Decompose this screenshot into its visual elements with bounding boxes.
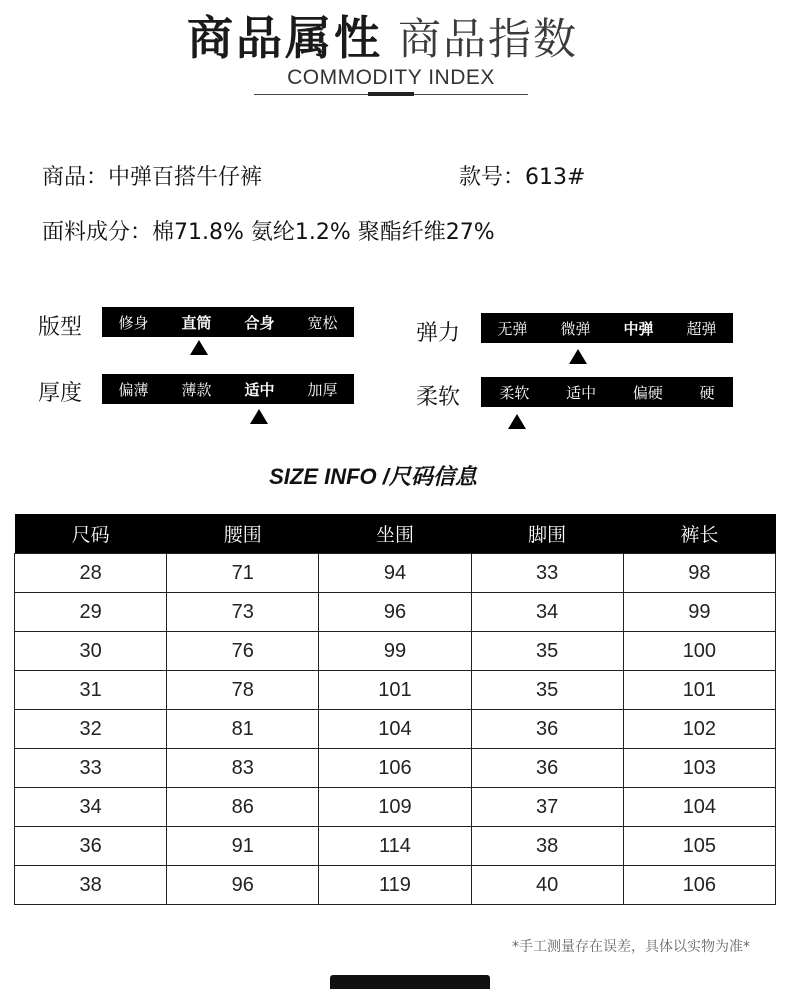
attr-stretch-scale [481, 313, 733, 343]
table-cell: 38 [15, 866, 167, 905]
table-cell: 33 [15, 749, 167, 788]
table-row [15, 710, 776, 749]
measurement-note: *手工测量存在误差，具体以实物为准* [512, 939, 750, 955]
table-cell: 71 [167, 554, 319, 593]
table-row [15, 866, 776, 905]
table-row [15, 593, 776, 632]
table-row [15, 749, 776, 788]
table-cell: 28 [15, 554, 167, 593]
column-header: 尺码 [15, 514, 167, 554]
table-cell: 114 [319, 827, 471, 866]
table-cell: 102 [623, 710, 775, 749]
product-name: 商品：中弹百搭牛仔裤 [42, 165, 263, 190]
attr-softness-indicator-icon [508, 414, 526, 429]
column-header: 腰围 [167, 514, 319, 554]
size-info-title: SIZE INFO /尺码信息 [269, 464, 477, 489]
column-header: 脚围 [471, 514, 623, 554]
attr-fit-option: 修身 [118, 313, 149, 332]
table-cell: 99 [623, 593, 775, 632]
table-row [15, 788, 776, 827]
attr-fit-option: 宽松 [307, 313, 338, 332]
column-header: 裤长 [623, 514, 775, 554]
column-header: 坐围 [319, 514, 471, 554]
table-cell: 36 [471, 710, 623, 749]
attr-thickness-option: 偏薄 [118, 380, 149, 399]
table-cell: 106 [319, 749, 471, 788]
attr-fit-indicator-icon [190, 340, 208, 355]
attr-thickness-option-selected: 适中 [244, 380, 275, 399]
table-cell: 81 [167, 710, 319, 749]
attr-stretch-label: 弹力 [416, 321, 461, 346]
attr-thickness-label: 厚度 [38, 381, 83, 406]
table-cell: 99 [319, 632, 471, 671]
table-cell: 29 [15, 593, 167, 632]
table-cell: 33 [471, 554, 623, 593]
table-row [15, 827, 776, 866]
table-cell: 86 [167, 788, 319, 827]
table-cell: 91 [167, 827, 319, 866]
attr-stretch-option: 无弹 [497, 319, 528, 338]
table-cell: 38 [471, 827, 623, 866]
table-cell: 104 [623, 788, 775, 827]
table-cell: 35 [471, 671, 623, 710]
fabric-composition: 面料成分：棉71.8% 氨纶1.2% 聚酯纤维27% [42, 220, 495, 245]
page-title-secondary: 商品指数 [398, 15, 578, 65]
table-cell: 76 [167, 632, 319, 671]
table-row [15, 632, 776, 671]
attr-stretch-option: 超弹 [686, 319, 717, 338]
attr-softness-option: 偏硬 [632, 383, 663, 402]
table-cell: 100 [623, 632, 775, 671]
table-cell: 105 [623, 827, 775, 866]
attr-fit-option: 合身 [244, 313, 275, 332]
table-cell: 96 [167, 866, 319, 905]
table-cell: 34 [471, 593, 623, 632]
attr-stretch-option-selected: 微弹 [560, 319, 591, 338]
table-cell: 78 [167, 671, 319, 710]
header-divider-accent [368, 92, 414, 96]
table-cell: 109 [319, 788, 471, 827]
table-cell: 73 [167, 593, 319, 632]
table-cell: 36 [471, 749, 623, 788]
table-cell: 94 [319, 554, 471, 593]
table-cell: 31 [15, 671, 167, 710]
table-cell: 96 [319, 593, 471, 632]
next-section-fragment [330, 975, 490, 989]
table-row [15, 671, 776, 710]
page-subtitle: COMMODITY INDEX [287, 66, 495, 89]
attr-thickness-option: 薄款 [181, 380, 212, 399]
table-cell: 101 [319, 671, 471, 710]
table-cell: 37 [471, 788, 623, 827]
attr-softness-option: 硬 [699, 383, 715, 402]
attr-stretch-option: 中弹 [623, 319, 654, 338]
attr-thickness-option: 加厚 [307, 380, 338, 399]
attr-thickness-scale [102, 374, 354, 404]
table-cell: 32 [15, 710, 167, 749]
attr-fit-label: 版型 [38, 315, 83, 340]
table-cell: 101 [623, 671, 775, 710]
table-cell: 34 [15, 788, 167, 827]
attr-softness-label: 柔软 [416, 385, 461, 410]
table-cell: 106 [623, 866, 775, 905]
table-row [15, 554, 776, 593]
attr-softness-option-selected: 柔软 [499, 383, 530, 402]
table-cell: 40 [471, 866, 623, 905]
table-cell: 98 [623, 554, 775, 593]
table-cell: 83 [167, 749, 319, 788]
table-cell: 35 [471, 632, 623, 671]
size-table [14, 514, 776, 905]
attr-fit-option-selected: 直筒 [181, 313, 212, 332]
page-title: 商品属性 [187, 11, 383, 65]
table-cell: 36 [15, 827, 167, 866]
table-cell: 103 [623, 749, 775, 788]
size-table-header [15, 514, 776, 554]
attr-thickness-indicator-icon [250, 409, 268, 424]
attr-fit-scale [102, 307, 354, 337]
table-cell: 104 [319, 710, 471, 749]
attr-stretch-indicator-icon [569, 349, 587, 364]
table-cell: 119 [319, 866, 471, 905]
attr-softness-scale [481, 377, 733, 407]
style-number: 款号：613# [459, 165, 586, 190]
attr-softness-option: 适中 [566, 383, 597, 402]
table-cell: 30 [15, 632, 167, 671]
